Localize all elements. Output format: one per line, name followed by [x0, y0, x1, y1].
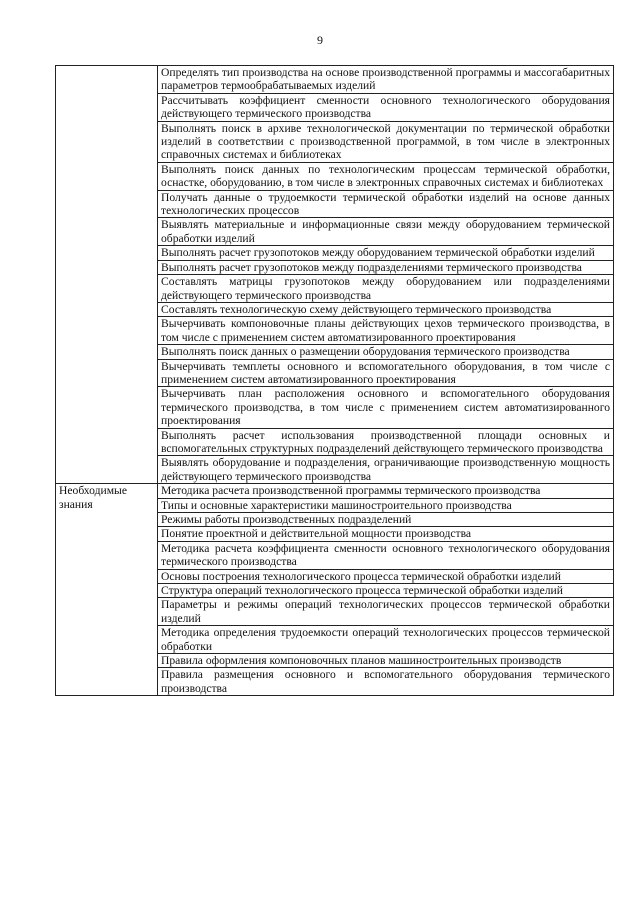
table-row: [56, 66, 614, 94]
skill-item: Вычерчивать компоновочные планы действующих цехов термического производства, в том числе с применением систем автоматизированного проектирования: [158, 317, 614, 345]
skill-item: Выполнять расчет грузопотоков между подразделениями термического производства: [158, 260, 614, 274]
knowledge-item: Методика расчета коэффициента сменности основного технологического оборудования термического производства: [158, 541, 614, 569]
knowledge-item: Основы построения технологического процесса термической обработки изделий: [158, 569, 614, 583]
skill-item: Выполнять поиск в архиве технологической документации по термической обработки изделий в соответствии с производственной программой, в том числе в электронных справочных системах и библиотеках: [158, 121, 614, 162]
knowledge-item: Типы и основные характеристики машиностроительного производства: [158, 498, 614, 512]
skill-item: Выполнять поиск данных по технологическим процессам термической обработки, оснастке, оборудованию, в том числе в электронных справочных системах и библиотеках: [158, 162, 614, 190]
skill-item: Определять тип производства на основе производственной программы и массогабаритных параметров термообрабатываемых изделий: [158, 66, 614, 94]
table-row: [56, 484, 614, 498]
knowledge-item: Параметры и режимы операций технологических процессов термической обработки изделий: [158, 598, 614, 626]
skill-item: Выполнять расчет использования производственной площади основных и вспомогательных структурных подразделений действующего термического производства: [158, 428, 614, 456]
skill-item: Рассчитывать коэффициент сменности основного технологического оборудования действующего термического производства: [158, 93, 614, 121]
page-number: 9: [317, 33, 323, 47]
skill-item: Выявлять оборудование и подразделения, ограничивающие производственную мощность действующего термического производства: [158, 456, 614, 484]
skill-item: Выполнять расчет грузопотоков между оборудованием термической обработки изделий: [158, 246, 614, 260]
skill-item: Выявлять материальные и информационные связи между оборудованием термической обработки изделий: [158, 218, 614, 246]
skill-item: Составлять технологическую схему действующего термического производства: [158, 302, 614, 316]
section-label: [56, 66, 158, 484]
knowledge-item: Методика определения трудоемкости операций технологических процессов термической обработки: [158, 626, 614, 654]
knowledge-item: Структура операций технологического процесса термической обработки изделий: [158, 584, 614, 598]
skill-item: Получать данные о трудоемкости термической обработки изделий на основе данных технологических процессов: [158, 190, 614, 218]
skill-item: Вычерчивать темплеты основного и вспомогательного оборудования, в том числе с применением систем автоматизированного проектирования: [158, 359, 614, 387]
knowledge-item: Правила размещения основного и вспомогательного оборудования термического производства: [158, 668, 614, 696]
knowledge-item: Правила оформления компоновочных планов машиностроительных производств: [158, 654, 614, 668]
knowledge-item: Понятие проектной и действительной мощности производства: [158, 527, 614, 541]
knowledge-item: Методика расчета производственной программы термического производства: [158, 484, 614, 498]
skill-item: Вычерчивать план расположения основного и вспомогательного оборудования термического производства, в том числе с применением систем автоматизированного проектирования: [158, 387, 614, 428]
section-label: Необходимые знания: [56, 484, 158, 696]
skill-item: Составлять матрицы грузопотоков между оборудованием или подразделениями действующего термического производства: [158, 275, 614, 303]
skill-item: Выполнять поиск данных о размещении оборудования термического производства: [158, 345, 614, 359]
requirements-table: [55, 65, 614, 696]
knowledge-item: Режимы работы производственных подразделений: [158, 513, 614, 527]
